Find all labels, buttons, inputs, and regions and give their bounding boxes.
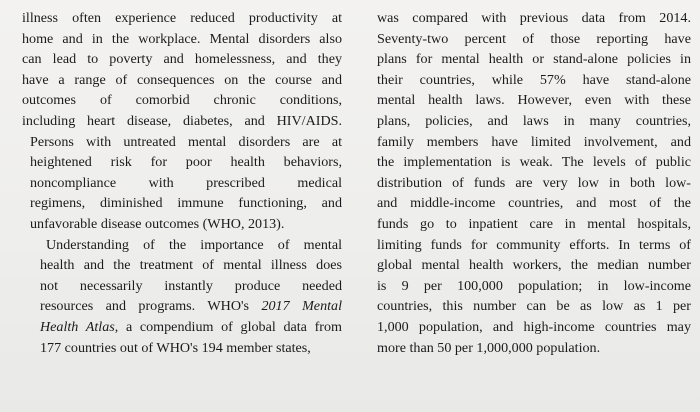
text-line: family members have limited involvement, and xyxy=(377,133,691,150)
text-line: 1,000 population, and high-income countries may xyxy=(377,318,691,335)
text-line: home and in the workplace. Mental disorders also xyxy=(22,30,342,47)
text-line: limiting funds for community efforts. In terms of xyxy=(377,236,691,253)
text-line: noncompliance with prescribed medical xyxy=(30,174,342,191)
text-line: global mental health workers, the median number xyxy=(377,257,691,274)
italic-title: Health Atlas xyxy=(40,318,115,335)
text-line: health and the treatment of mental illness does xyxy=(40,257,342,274)
text-fragment: , a compendium of global data from xyxy=(114,318,342,335)
text-line: Persons with untreated mental disorders are at xyxy=(30,133,342,150)
text-line: have a range of consequences on the course and xyxy=(22,71,342,88)
text-line: regimens, diminished immune functioning, and xyxy=(30,195,342,212)
text-line: heightened risk for poor health behaviors, xyxy=(30,154,342,171)
text-line: was compared with previous data from 2014. xyxy=(377,10,691,26)
text-line: Understanding of the importance of mental xyxy=(46,236,342,253)
text-fragment: resources and programs. WHO's xyxy=(40,298,262,315)
italic-title: 2017 Mental xyxy=(261,298,342,315)
text-line: more than 50 per 1,000,000 population. xyxy=(377,339,601,356)
text-line xyxy=(22,317,342,338)
right-text-column xyxy=(377,8,691,358)
text-line: distribution of funds are very low in both low- xyxy=(377,174,691,191)
text-line: funds go to inpatient care in mental hospitals, xyxy=(377,215,691,232)
text-line: illness often experience reduced productivity at xyxy=(22,10,342,26)
text-line: outcomes of comorbid chronic conditions, xyxy=(22,92,342,109)
text-line: plans, policies, and laws in many countries, xyxy=(377,112,691,129)
text-line: not necessarily instantly produce needed xyxy=(40,277,342,294)
text-line: including heart disease, diabetes, and HIV/AIDS. xyxy=(22,112,342,129)
text-line: is 9 per 100,000 population; in low-income xyxy=(377,277,691,294)
text-line: plans for mental health or stand-alone policies in xyxy=(377,51,691,68)
text-line: 177 countries out of WHO's 194 member states, xyxy=(40,339,311,356)
text-line: mental health laws. However, even with these xyxy=(377,92,691,109)
text-line: the implementation is weak. The levels of public xyxy=(377,154,691,171)
text-line: their countries, while 57% have stand-alone xyxy=(377,71,691,88)
left-text-column xyxy=(22,8,342,358)
text-line: and middle-income countries, and most of the xyxy=(377,195,691,212)
text-line: unfavorable disease outcomes (WHO, 2013). xyxy=(30,215,285,232)
text-line: can lead to poverty and homelessness, and they xyxy=(22,51,342,68)
text-line: countries, this number can be as low as 1 per xyxy=(377,298,691,315)
text-line xyxy=(22,296,342,317)
text-line: Seventy-two percent of those reporting have xyxy=(377,30,691,47)
